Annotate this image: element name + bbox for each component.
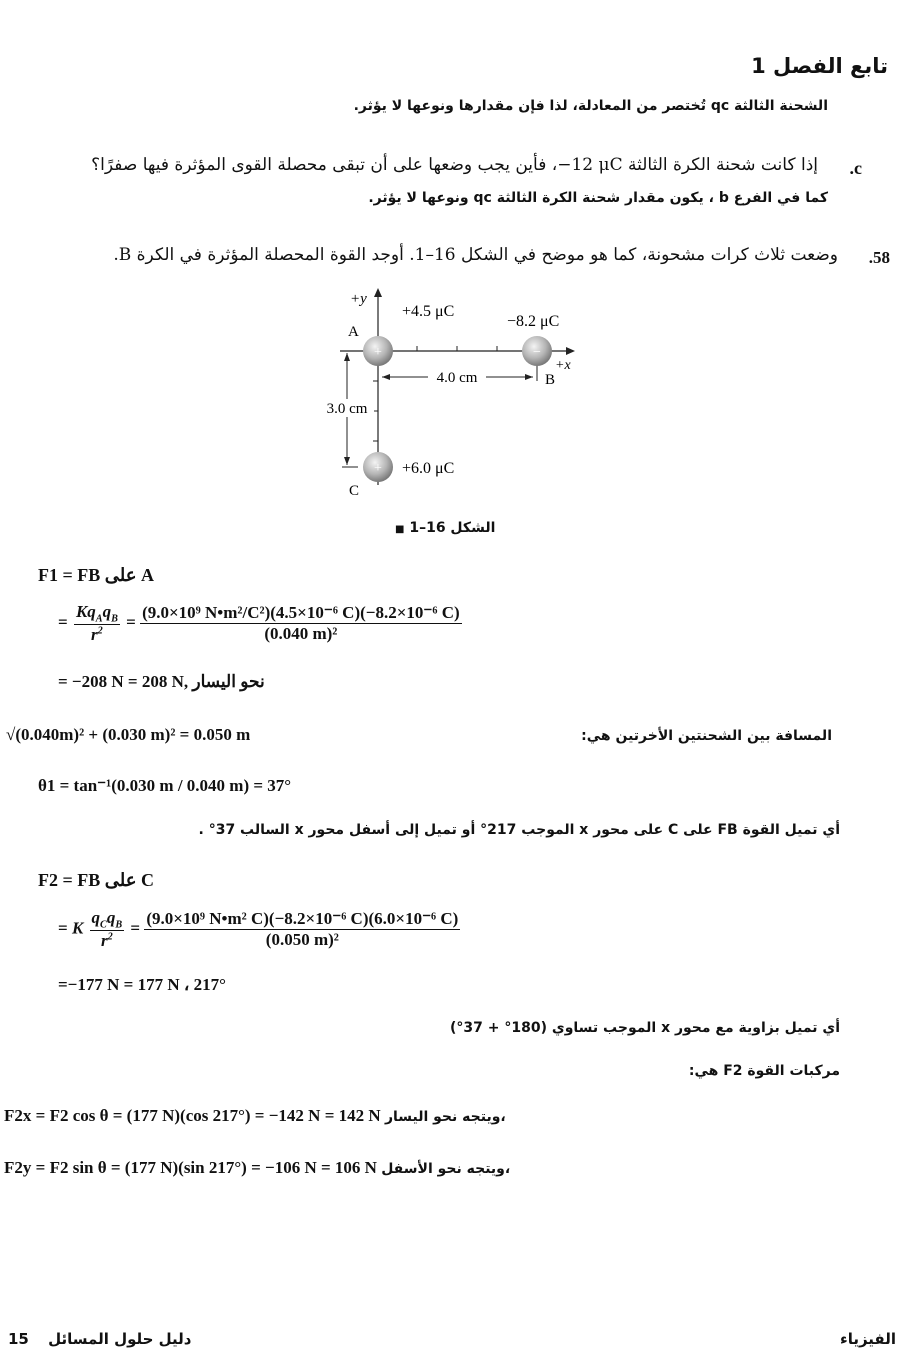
page-number: 15 — [8, 1330, 29, 1348]
guide-title: دليل حلول المسائل — [48, 1330, 192, 1348]
f1-result: = −208 N = 208 N, نحو اليسار — [58, 672, 265, 691]
subject-title: الفيزياء — [840, 1330, 896, 1348]
f2-equation: = K $\frac{q_Cq_B}{r^2}$ = $\frac{\text{(9.0×10⁹ N•m² C)(−8.2×10⁻⁶ C)(6.0×10⁻⁶ C)}}{\text{(0.050 m)²}}$ — [58, 908, 459, 951]
charge-b-label: −8.2 μC — [507, 313, 560, 330]
x-axis-arrow — [566, 347, 575, 355]
angle-note: أي تميل بزاوية مع محور x الموجب تساوي (180° + 37°) — [450, 1020, 840, 1036]
f2-numerator: (9.0×10⁹ N•m² C)(−8.2×10⁻⁶ C)(6.0×10⁻⁶ C) — [146, 909, 459, 929]
f1-numerator: (9.0×10⁹ N•m²/C²)(4.5×10⁻⁶ C)(−8.2×10⁻⁶ C) — [142, 603, 460, 623]
f1-denominator: (0.040 m)² — [264, 624, 338, 644]
part-c-question: إذا كانت شحنة الكرة الثالثة ‎−12 μC‎، فأين يجب وضعها على أن تبقى محصلة القوى المؤثرة فيها صفرًا؟ — [91, 155, 818, 175]
f2x-expression: F2x = F2 cos θ = (177 N)(cos 217°) = −142 N = 142 N — [4, 1106, 381, 1125]
label-a: A — [348, 324, 359, 340]
y-axis-arrow — [374, 288, 382, 297]
part-c-number: .c — [849, 158, 862, 178]
f2y-equation — [4, 1158, 510, 1178]
theta-expression: θ1 = tan⁻¹(0.030 m / 0.040 m) = 37° — [38, 776, 292, 795]
problem-number: .58 — [868, 248, 890, 267]
footer-left — [8, 1330, 192, 1348]
theta-note: أي تميل القوة FB على C على محور x الموجب 217° أو تميل إلى أسفل محور x السالب 37° . — [198, 822, 840, 838]
charge-c-label: +6.0 μC — [402, 460, 455, 477]
svg-text:+: + — [374, 345, 382, 360]
distance-expression: √(0.040m)² + (0.030 m)² = 0.050 m — [6, 725, 251, 744]
f2y-direction: ويتجه نحو الأسفل، — [381, 1161, 511, 1177]
label-b: B — [545, 372, 556, 388]
label-c: C — [349, 483, 360, 499]
qc-note: الشحنة الثالثة qc تُختصر من المعادلة، لذا فإن مقدارها ونوعها لا يؤثر. — [353, 98, 828, 114]
plus-y-label: +y — [350, 291, 367, 307]
svg-text:−: − — [533, 345, 541, 360]
svg-text:+: + — [374, 461, 382, 476]
dim-x-label: 4.0 cm — [436, 370, 478, 386]
part-c-answer: كما في الفرع b ، يكون مقدار شحنة الكرة الثالثة qc ونوعها لا يؤثر. — [368, 190, 828, 206]
f1-definition: F1 = FB على A — [38, 565, 154, 585]
f2y-expression: F2y = F2 sin θ = (177 N)(sin 217°) = −106 N = 106 N — [4, 1158, 377, 1177]
chapter-header: تابع الفصل 1 — [751, 54, 888, 78]
components-label: مركبات القوة F2 هي: — [688, 1063, 840, 1079]
f2x-equation — [4, 1106, 506, 1126]
f2-definition: F2 = FB على C — [38, 870, 154, 890]
charges-figure — [300, 285, 600, 505]
problem-text: وضعت ثلاث كرات مشحونة، كما هو موضح في الشكل 16–1. أوجد القوة المحصلة المؤثرة في الكرة B. — [113, 245, 838, 265]
f2x-direction: ويتجه نحو اليسار، — [384, 1109, 506, 1125]
dim-y-label: 3.0 cm — [326, 401, 368, 417]
f1-equation: = $\frac{Kq_Aq_B}{r^2}$ = $\frac{\text{(9.0×10⁹ N•m²/C²)(4.5×10⁻⁶ C)(−8.2×10⁻⁶ C)}}{\text{(0.040 m)²}}$ — [58, 602, 460, 645]
f2-denominator: (0.050 m)² — [265, 930, 339, 950]
charge-a-label: +4.5 μC — [402, 303, 455, 320]
figure-caption: الشكل 16–1 ■ — [395, 520, 496, 536]
distance-label: المسافة بين الشحنتين الأخرتين هي: — [581, 728, 832, 744]
plus-x-label: +x — [555, 358, 571, 373]
f2-result: =−177 N = 177 N ، 217° — [58, 975, 226, 994]
